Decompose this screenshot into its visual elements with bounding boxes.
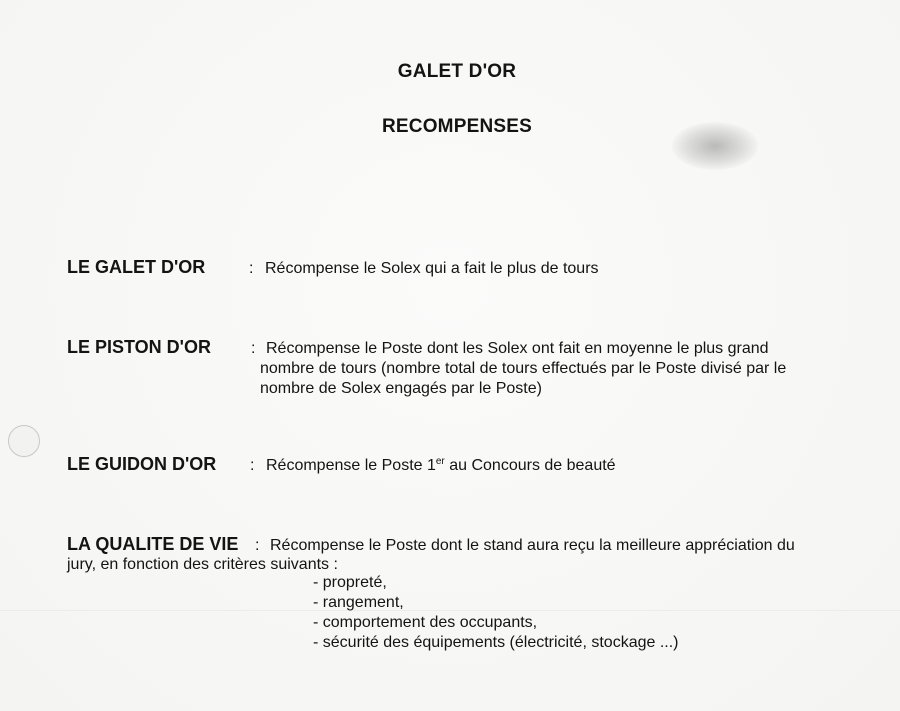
award-colon-piston: :: [251, 340, 256, 357]
criteria-item: - rangement,: [313, 594, 404, 611]
punch-hole: [8, 425, 40, 457]
award-label-piston: LE PISTON D'OR: [67, 337, 211, 357]
award-label-qualite: LA QUALITE DE VIE: [67, 534, 239, 554]
award-desc-line: Récompense le Solex qui a fait le plus de tours: [265, 260, 599, 277]
award-colon-guidon: :: [250, 457, 255, 474]
award-desc-line: nombre de tours (nombre total de tours effectués par le Poste divisé par le: [260, 360, 787, 377]
award-label-guidon: LE GUIDON D'OR: [67, 454, 217, 474]
award-desc-text: Récompense le Poste 1: [266, 457, 436, 474]
award-desc-line: nombre de Solex engagés par le Poste): [260, 380, 542, 397]
criteria-list: [313, 573, 679, 653]
award-colon-qualite: :: [255, 537, 260, 554]
award-desc-galet: [265, 259, 599, 279]
award-desc-guidon: [266, 456, 616, 476]
award-desc-superscript: er: [435, 456, 445, 467]
page-subtitle: RECOMPENSES: [381, 116, 532, 137]
award-desc-qualite-line2: jury, en fonction des critères suivants :: [67, 556, 338, 573]
award-desc-text: au Concours de beauté: [444, 457, 616, 474]
award-desc-piston: [260, 339, 787, 399]
criteria-item: - comportement des occupants,: [313, 614, 538, 631]
criteria-item: - propreté,: [313, 574, 387, 591]
award-colon-galet: :: [249, 260, 254, 277]
award-desc-qualite-line1: Récompense le Poste dont le stand aura reçu la meilleure appréciation du: [270, 537, 795, 554]
award-desc-line: Récompense le Poste dont les Solex ont fait en moyenne le plus grand: [266, 340, 769, 357]
criteria-item: - sécurité des équipements (électricité, stockage ...): [313, 634, 679, 651]
award-label-galet: LE GALET D'OR: [67, 257, 206, 277]
page-title: GALET D'OR: [397, 61, 517, 82]
